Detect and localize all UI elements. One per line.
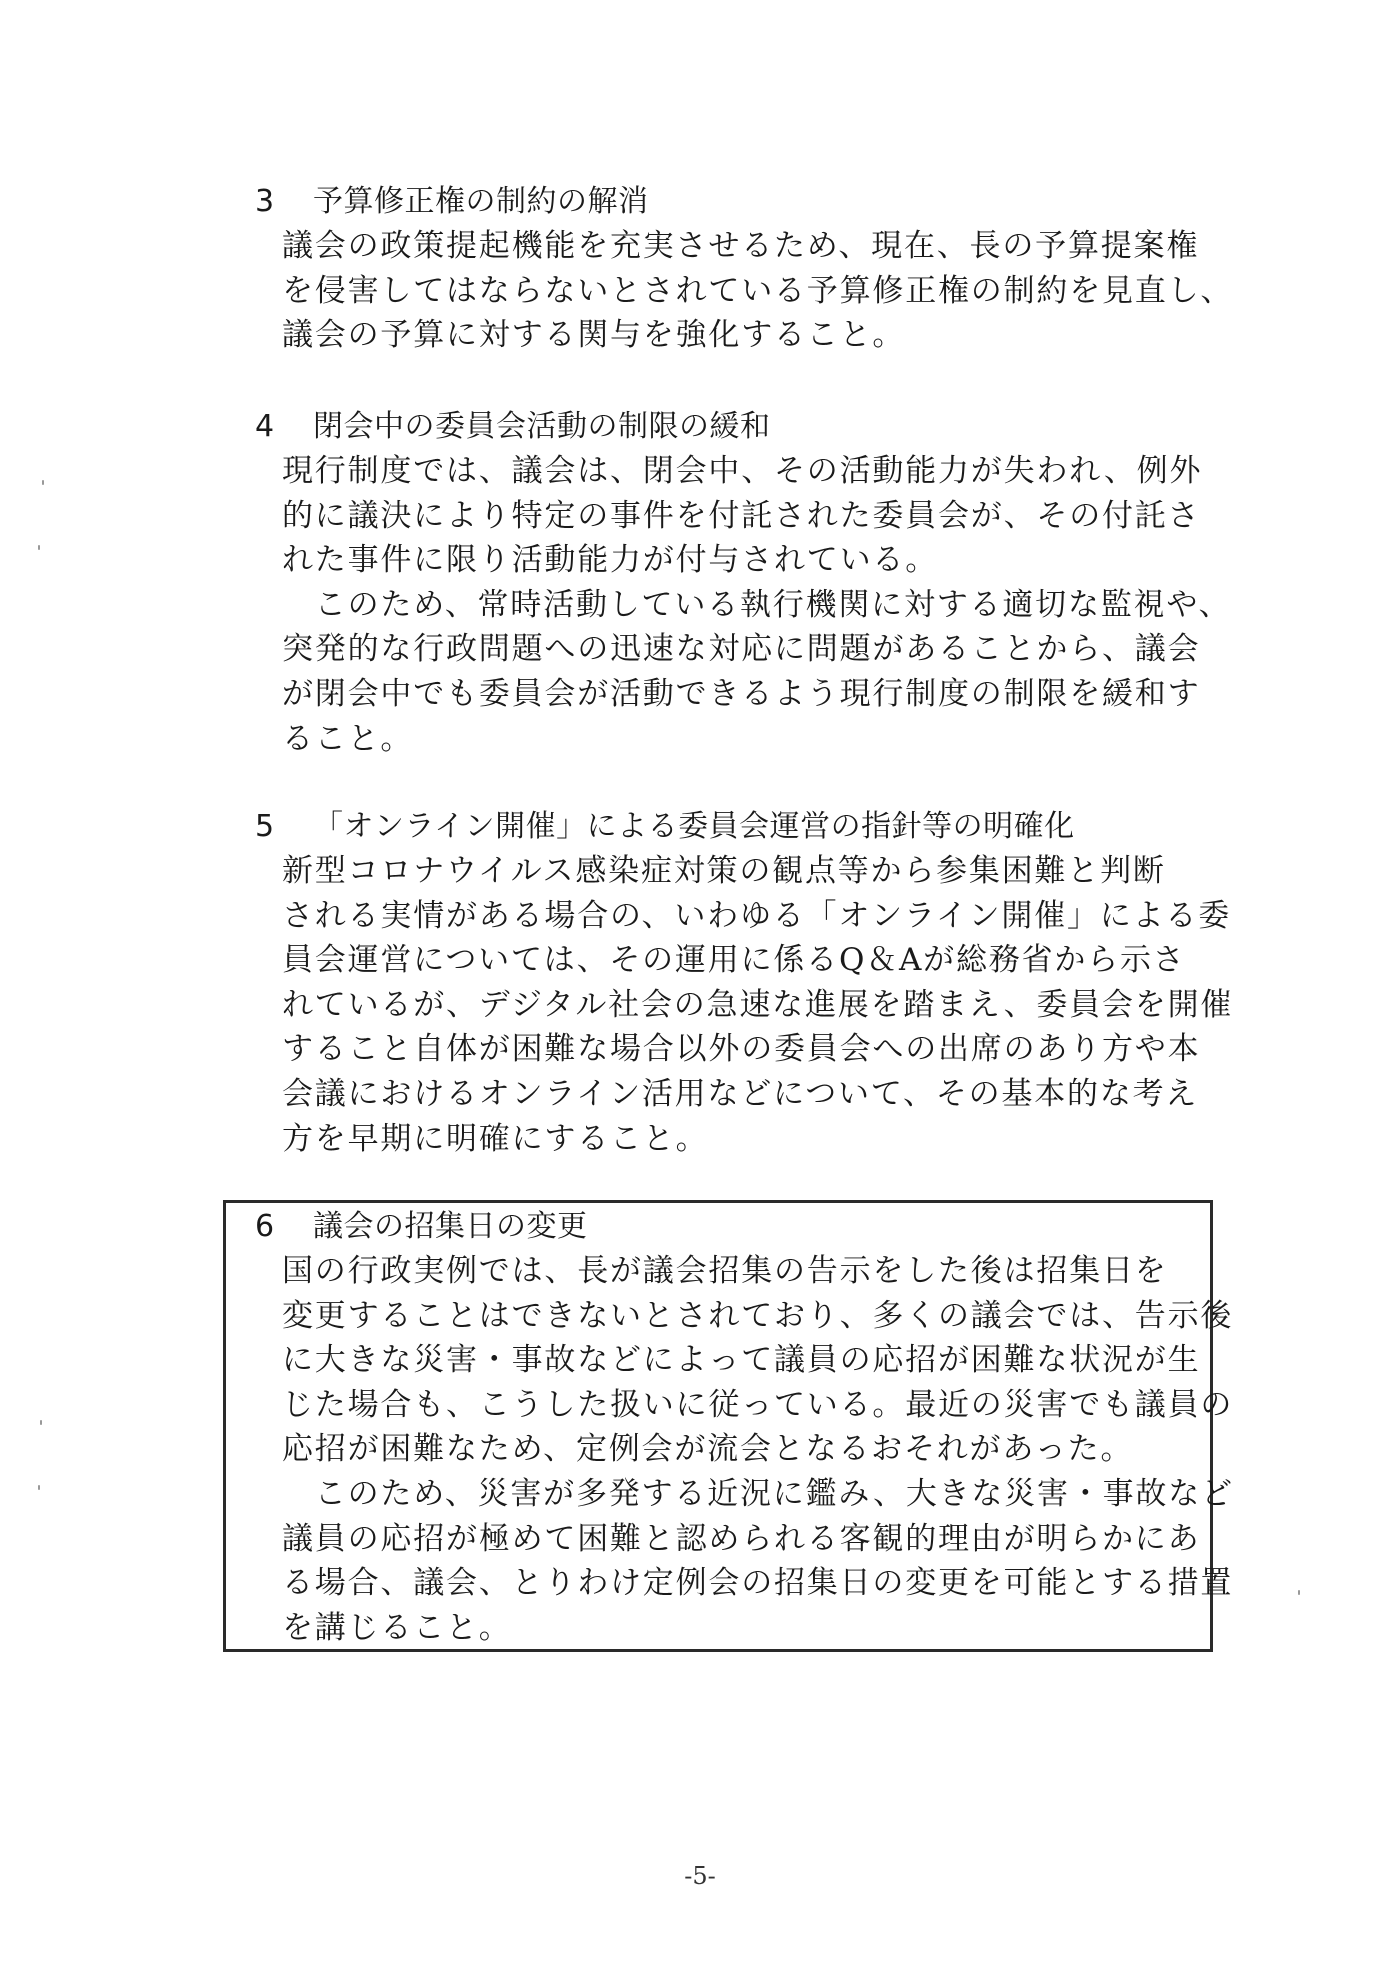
- body-line: 方を早期に明確にすること。: [282, 1120, 709, 1157]
- section-title: 予算修正権の制約の解消: [313, 184, 649, 219]
- body-line: される実情がある場合の、いわゆる「オンライン開催」による委: [282, 897, 1232, 934]
- section-heading: [255, 1205, 1215, 1249]
- scan-speck: [38, 545, 40, 550]
- body-line: 議会の予算に対する関与を強化すること。: [282, 317, 906, 354]
- section-5: [255, 805, 1234, 1161]
- body-line: 変更することはできないとされており、多くの議会では、告示後: [282, 1297, 1234, 1334]
- body-line: 国の行政実例では、長が議会招集の告示をした後は招集日を: [282, 1253, 1168, 1289]
- body-line: 員会運営については、その運用に係るQ＆Aが総務省から示さ: [282, 942, 1186, 979]
- body-line: 応招が困難なため、定例会が流会となるおそれがあった。: [282, 1431, 1134, 1468]
- body-line: このため、常時活動している執行機関に対する適切な監視や、: [282, 586, 1232, 623]
- section-number: 5: [255, 809, 275, 844]
- body-line: 的に議決により特定の事件を付託された委員会が、その付託さ: [282, 497, 1201, 534]
- body-line: 議員の応招が極めて困難と認められる客観的理由が明らかにあ: [282, 1520, 1201, 1557]
- body-line: を侵害してはならないとされている予算修正権の制約を見直し、: [282, 272, 1234, 309]
- section-number: 6: [255, 1209, 275, 1244]
- section-title: 閉会中の委員会活動の制限の緩和: [313, 409, 771, 444]
- body-line: 会議におけるオンライン活用などについて、その基本的な考え: [282, 1075, 1199, 1112]
- scan-speck: [1298, 1590, 1300, 1595]
- section-title: 議会の招集日の変更: [313, 1209, 588, 1244]
- section-3: [255, 180, 1234, 358]
- section-heading: [255, 405, 1215, 449]
- page-number: -5-: [684, 1862, 716, 1890]
- body-line: れているが、デジタル社会の急速な進展を踏まえ、委員会を開催: [282, 986, 1234, 1023]
- section-number: 4: [255, 409, 275, 444]
- section-title: 「オンライン開催」による委員会運営の指針等の明確化: [313, 809, 1075, 844]
- body-line: に大きな災害・事故などによって議員の応招が困難な状況が生: [282, 1342, 1201, 1379]
- scan-speck: [38, 1485, 40, 1490]
- body-line: このため、災害が多発する近況に鑑み、大きな災害・事故など: [282, 1475, 1234, 1512]
- scan-speck: [42, 480, 44, 485]
- body-line: が閉会中でも委員会が活動できるよう現行制度の制限を緩和す: [282, 675, 1201, 712]
- section-number: 3: [255, 184, 275, 219]
- body-line: じた場合も、こうした扱いに従っている。最近の災害でも議員の: [282, 1386, 1234, 1423]
- body-line: 新型コロナウイルス感染症対策の観点等から参集困難と判断: [282, 853, 1166, 889]
- body-line: すること自体が困難な場合以外の委員会への出席のあり方や本: [282, 1031, 1201, 1068]
- body-line: ること。: [282, 720, 414, 757]
- body-line: 突発的な行政問題への迅速な対応に問題があることから、議会: [282, 631, 1201, 668]
- section-heading: [255, 805, 1215, 849]
- body-line: れた事件に限り活動能力が付与されている。: [282, 542, 938, 579]
- body-line: 現行制度では、議会は、閉会中、その活動能力が失われ、例外: [282, 453, 1203, 489]
- scan-speck: [40, 1420, 42, 1425]
- section-heading: [255, 180, 1215, 224]
- body-line: を講じること。: [282, 1609, 512, 1646]
- section-4: [255, 405, 1232, 761]
- body-line: る場合、議会、とりわけ定例会の招集日の変更を可能とする措置: [282, 1565, 1234, 1602]
- section-6: [255, 1205, 1234, 1650]
- body-line: 議会の政策提起機能を充実させるため、現在、長の予算提案権: [282, 228, 1200, 264]
